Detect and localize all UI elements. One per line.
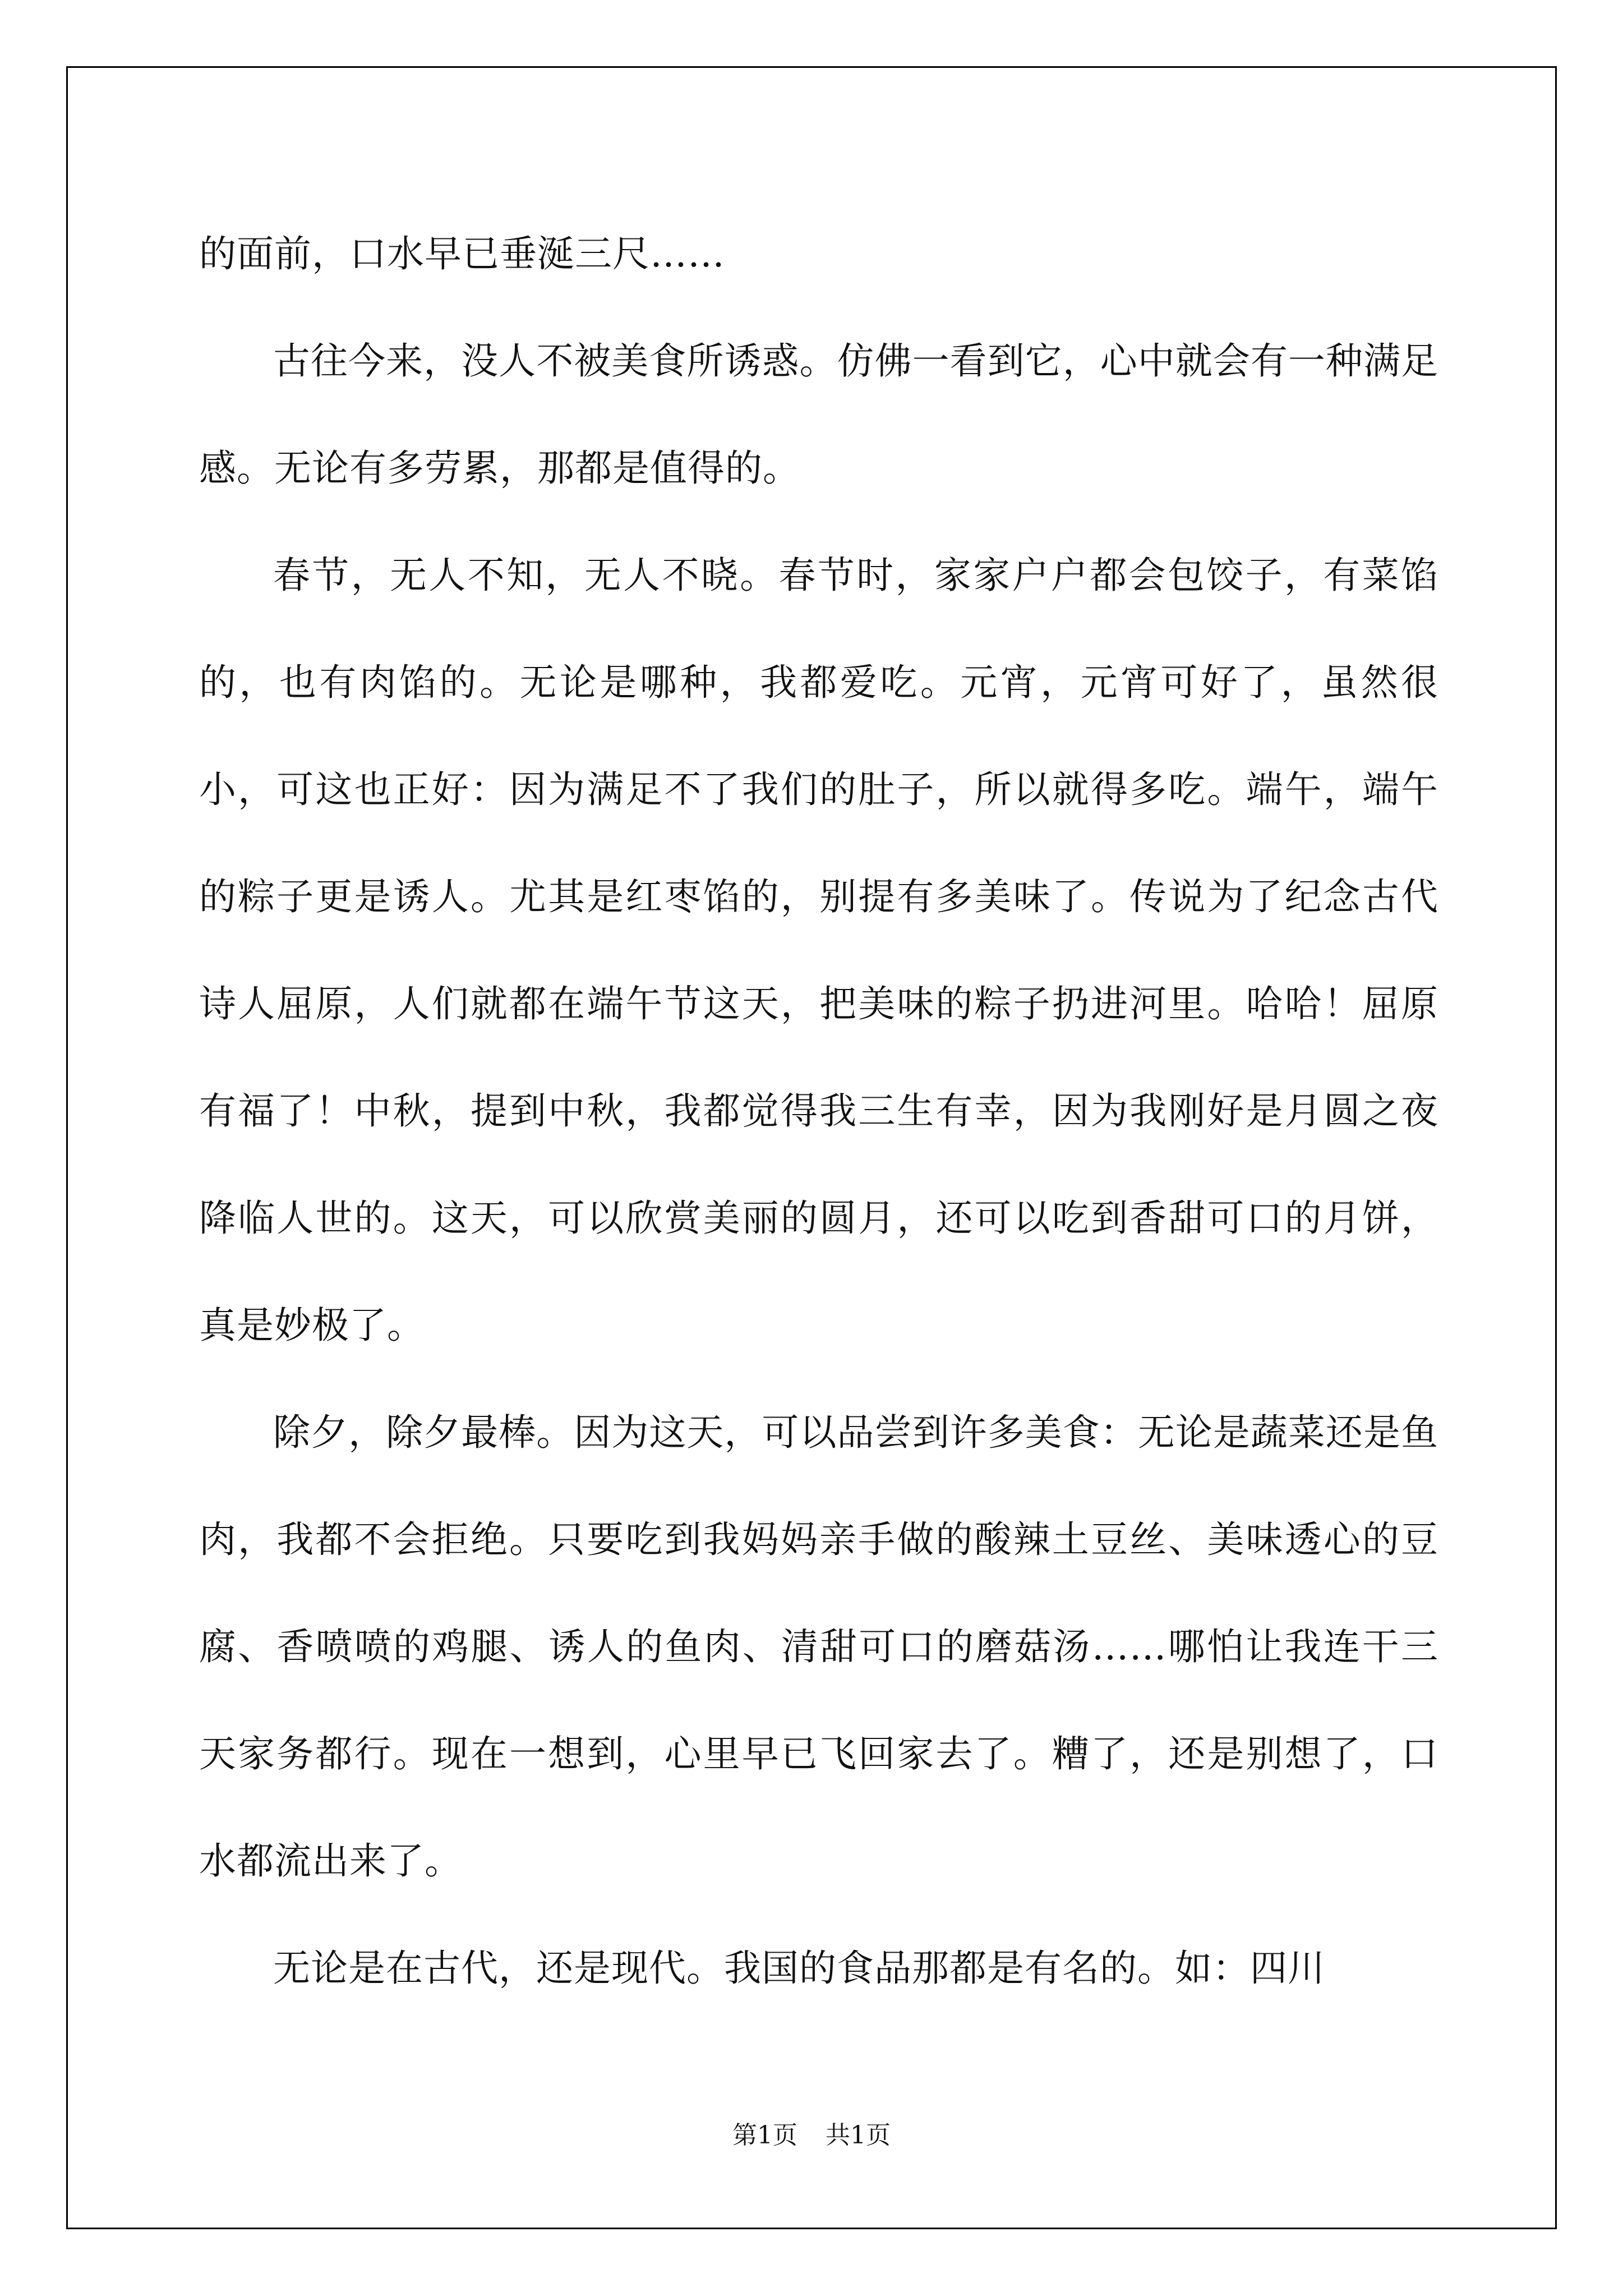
paragraph-2: 古往今来，没人不被美食所诱惑。仿佛一看到它，心中就会有一种满足感。无论有多劳累，那都是值得的。 — [199, 339, 1438, 490]
page-footer — [0, 2115, 1623, 2151]
paragraph-5: 无论是在古代，还是现代。我国的食品那都是有名的。如：四川 — [273, 1947, 1325, 1990]
paragraph-4: 除夕，除夕最棒。因为这天，可以品尝到许多美食：无论是蔬菜还是鱼肉，我都不会拒绝。只要吃到我妈妈亲手做的酸辣土豆丝、美味透心的豆腐、香喷喷的鸡腿、诱人的鱼肉、清甜可口的磨菇汤……哪怕让我连干三天家务都行。现在一想到，心里早已飞回家去了。糟了，还是别想了，口水都流出来了。 — [199, 1411, 1438, 1883]
paragraph-3: 春节，无人不知，无人不晓。春节时，家家户户都会包饺子，有菜馅的，也有肉馅的。无论是哪种，我都爱吃。元宵，元宵可好了，虽然很小，可这也正好：因为满足不了我们的肚子，所以就得多吃。端午，端午的粽子更是诱人。尤其是红枣馅的，别提有多美味了。传说为了纪念古代诗人屈原，人们就都在端午节这天，把美味的粽子扔进河里。哈哈！屈原有福了！中秋，提到中秋，我都觉得我三生有幸，因为我刚好是月圆之夜降临人世的。这天，可以欣赏美丽的圆月，还可以吃到香甜可口的月饼，真是妙极了。 — [199, 554, 1438, 1347]
page-number: 第1页 — [732, 2121, 797, 2150]
paragraph-1: 的面前，口水早已垂涎三尺…… — [199, 232, 725, 275]
document-body — [199, 200, 1438, 2022]
page-total: 共1页 — [826, 2121, 891, 2150]
